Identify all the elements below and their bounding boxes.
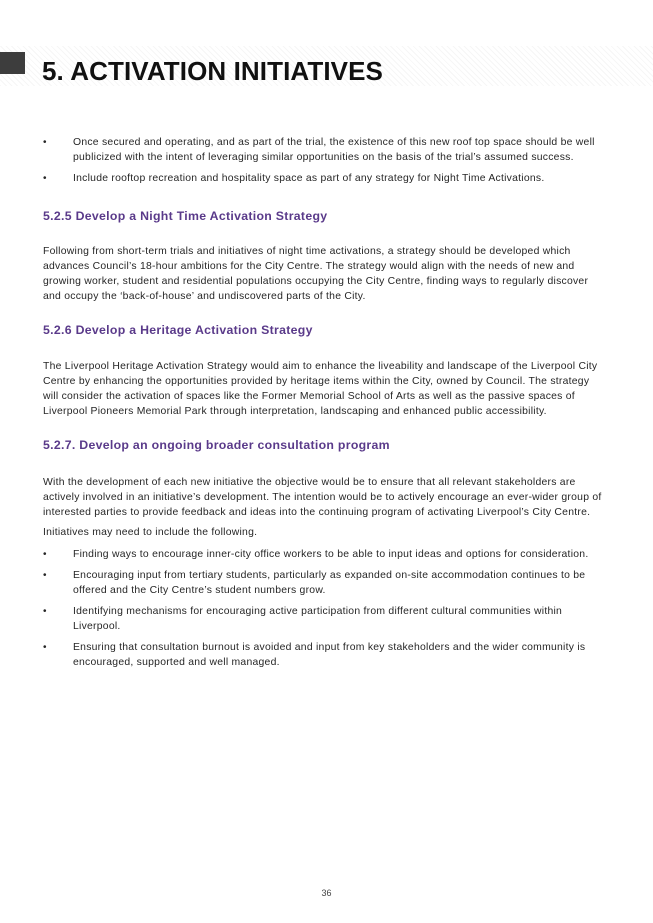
bullet-icon: • bbox=[43, 549, 47, 560]
page-content bbox=[43, 135, 603, 676]
section-heading-night-time: 5.2.5 Develop a Night Time Activation Strategy bbox=[43, 209, 328, 223]
section-paragraph-consultation: With the development of each new initiative the objective would be to ensure that all relevant stakeholders are actively involved in an initiative’s development. The intention would be to actively encourage an ever-wider group of interested parties to provide feedback and ideas into the continuing program of activating Liverpool’s City Centre. bbox=[43, 477, 602, 518]
bullet-icon: • bbox=[43, 137, 47, 148]
list-item: • Ensuring that consultation burnout is avoided and input from key stakeholders and the wider community is encouraged, supported and well managed. bbox=[43, 642, 586, 668]
section-paragraph-night-time: Following from short-term trials and initiatives of night time activations, a strategy should be developed which advances Council’s 18-hour ambitions for the City Centre. The strategy would align with the needs of new and growing worker, student and residential populations occupying the City Centre, finding ways to regularly discover and occupy the ‘back-of-house’ and undiscovered parts of the City. bbox=[43, 246, 589, 302]
section-heading-heritage: 5.2.6 Develop a Heritage Activation Strategy bbox=[43, 323, 313, 337]
bullet-icon: • bbox=[43, 642, 47, 653]
page-number: 36 bbox=[321, 888, 332, 898]
list-item: • Identifying mechanisms for encouraging active participation from different cultural communities within Liverpool. bbox=[43, 606, 563, 632]
page-title: 5. ACTIVATION INITIATIVES bbox=[42, 56, 383, 86]
list-item: • Encouraging input from tertiary students, particularly as expanded on-site accommodation continues to be offered and the City Centre’s student numbers grow. bbox=[43, 570, 586, 596]
bullet-icon: • bbox=[43, 570, 47, 581]
list-item: • Finding ways to encourage inner-city office workers to be able to input ideas and options for consideration. bbox=[43, 549, 589, 560]
bullet-icon: • bbox=[43, 173, 47, 184]
bullet-icon: • bbox=[43, 606, 47, 617]
section-paragraph-initiatives: Initiatives may need to include the following. bbox=[43, 527, 258, 538]
section-heading-consultation: 5.2.7. Develop an ongoing broader consultation program bbox=[43, 438, 390, 452]
list-item: • Include rooftop recreation and hospitality space as part of any strategy for Night Time Activations. bbox=[43, 173, 545, 184]
list-item: • Once secured and operating, and as part of the trial, the existence of this new roof top space should be well publicized with the intent of leveraging similar opportunities on the basis of the trial’s assumed success. bbox=[43, 137, 595, 163]
section-paragraph-heritage: The Liverpool Heritage Activation Strategy would aim to enhance the liveability and landscape of the Liverpool City Centre by enhancing the opportunities provided by heritage items within the City, owned by Council. The strategy will consider the activation of spaces like the Former Memorial School of Arts as well as the passive spaces of Liverpool Pioneers Memorial Park through interpretation, landscaping and enhanced public accessibility. bbox=[43, 361, 598, 417]
title-block-marker bbox=[0, 52, 25, 74]
consultation-bullet-list bbox=[43, 547, 603, 670]
intro-bullet-list bbox=[43, 135, 603, 186]
